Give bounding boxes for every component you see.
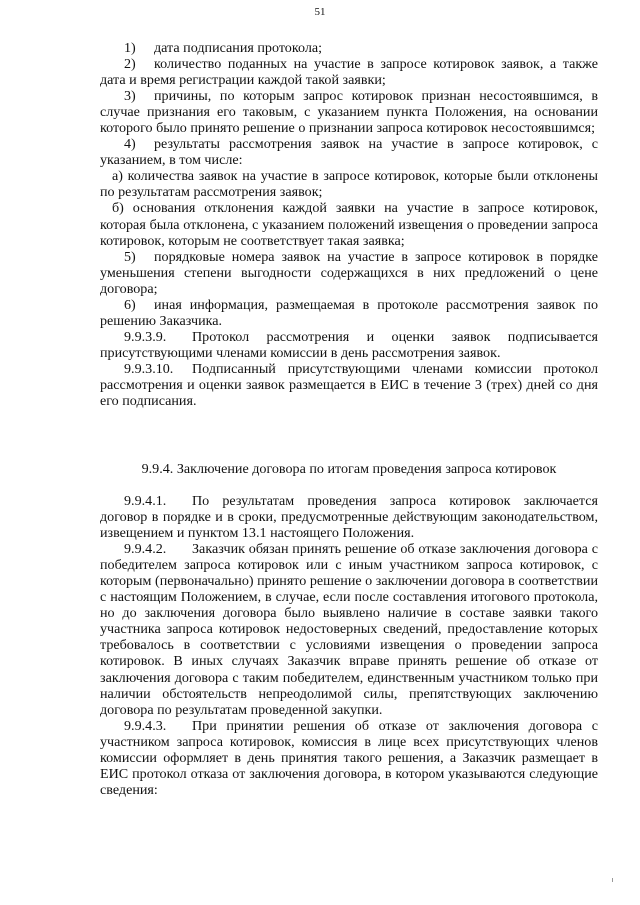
clause-paragraph: 9.9.3.9. Протокол рассмотрения и оценки заявок подписывается присутствующими членами комиссии в день рассмотрения заявок. (100, 328, 598, 361)
section-heading: 9.9.4. Заключение договора по итогам проведения запроса котировок (141, 461, 557, 477)
page-number: 51 (314, 6, 326, 18)
protocol-contents-list (100, 40, 598, 409)
list-item: 5) порядковые номера заявок на участие в запросе котировок в порядке уменьшения степени выгодности содержащихся в них предложений о цене договора; (100, 248, 598, 297)
contract-conclusion-section (100, 493, 598, 798)
list-item: 4) результаты рассмотрения заявок на участие в запросе котировок, с указанием, в том числе: (100, 136, 598, 169)
list-item: 1) дата подписания протокола; (124, 40, 323, 56)
list-subitem: а) количества заявок на участие в запросе котировок, которые были отклонены по результатам рассмотрения заявок; (100, 168, 598, 201)
clause-paragraph: 9.9.4.1. По результатам проведения запроса котировок заключается договор в порядке и в сроки, предусмотренные действующим законодательством, извещением и пунктом 13.1 настоящего Положения. (100, 493, 598, 542)
scan-mark (612, 878, 613, 882)
list-subitem: б) основания отклонения каждой заявки на участие в запросе котировок, которая была отклонена, с указанием положений извещения о проведении запроса котировок, которым не соответствует такая заявка; (100, 200, 598, 249)
list-item: 3) причины, по которым запрос котировок признан несостоявшимся, в случае признания его таковым, с указанием пункта Положения, на основании которого было принято решение о признании запроса котировок несостоявшимся; (100, 88, 598, 137)
clause-paragraph: 9.9.3.10. Подписанный присутствующими членами комиссии протокол рассмотрения и оценки заявок размещается в ЕИС в течение 3 (трех) дней со дня его подписания. (100, 360, 598, 410)
list-item: 6) иная информация, размещаемая в протоколе рассмотрения заявок по решению Заказчика. (100, 296, 598, 329)
clause-paragraph: 9.9.4.3. При принятии решения об отказе от заключения договора с участником запроса котировок, комиссия в лице всех присутствующих членов комиссии оформляет в день принятия такого решения, а Заказчик размещает в ЕИС протокол отказа от заключения договора, в котором указываются следующие сведения: (100, 717, 598, 798)
list-item: 2) количество поданных на участие в запросе котировок заявок, а также дата и время регистрации каждой такой заявки; (100, 56, 598, 89)
clause-paragraph: 9.9.4.2. Заказчик обязан принять решение об отказе заключения договора с победителем запроса котировок или с иным участником запроса котировок, с которым (первоначально) принято решение о заключении договора в соответствии с настоящим Положением, в случае, если после составления итогового протокола, но до заключения договора было выявлено наличие в составе заявки такого участника запроса котировок недостоверных сведений, предоставление которых требовалось в соответствии с условиями извещения о проведении запроса котировок. В иных случаях Заказчик вправе принять решение об отказе от заключения договора с таким победителем, единственным участником только при наличии обстоятельств непреодолимой силы, препятствующих заключению договора по результатам проведенной закупки. (100, 541, 598, 718)
